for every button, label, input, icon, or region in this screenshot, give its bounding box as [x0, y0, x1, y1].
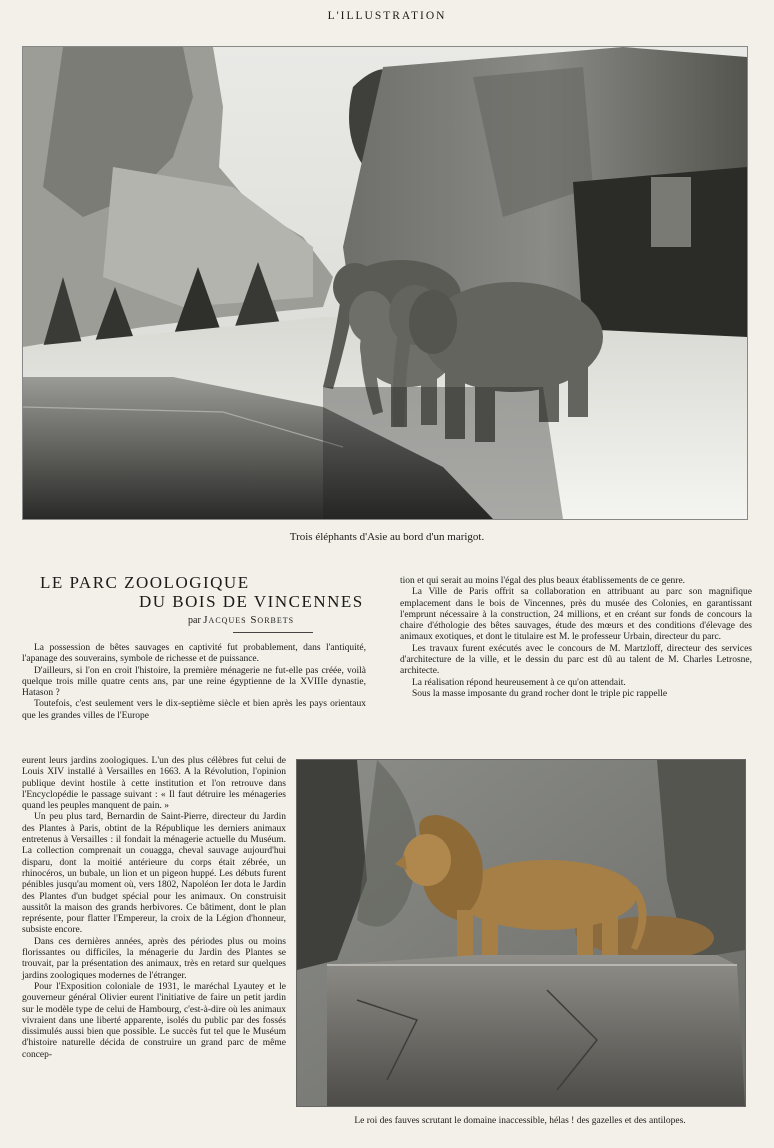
elephants-photo: [22, 46, 748, 520]
paragraph: eurent leurs jardins zoologiques. L'un des plus célèbres fut celui de Louis XIV installé à Versailles en 1663. A la Révolution, l'opinion publique devint hostile à cette institution et l'on retrouve dans l'Encyclopédie le passage suivant : « Il faut détruire les ménageries quand les peuples manquent de pain. »: [22, 756, 286, 812]
paragraph: Toutefois, c'est seulement vers le dix-septième siècle et bien après les pays orientaux que les grandes villes de l'Europe: [22, 699, 366, 721]
paragraph: Les travaux furent exécutés avec le concours de M. Martzloff, directeur des services d'architecture de la ville, et le dessin du parc est dû au talent de M. Charles Letrosne, architecte.: [400, 643, 752, 677]
lion-caption: Le roi des fauves scrutant le domaine inaccessible, hélas ! des gazelles et des antilopes.: [354, 1116, 686, 1126]
byline: [188, 614, 294, 626]
paragraph: Dans ces dernières années, après des périodes plus ou moins florissantes ou difficiles, la ménagerie du Jardin des Plantes se trouvait, par la présentation des animaux, très en retard sur quelques jardins zoologiques modernes de l'étranger.: [22, 936, 286, 981]
lion-illustration: [297, 760, 745, 1106]
paragraph: Sous la masse imposante du grand rocher dont le triple pic rappelle: [412, 688, 668, 699]
paragraph: La réalisation répond heureusement à ce qu'on attendait.: [412, 677, 626, 688]
title-rule: [233, 632, 313, 633]
paragraph: tion et qui serait au moins l'égal des plus beaux établissements de ce genre.: [400, 576, 686, 586]
running-header: L'ILLUSTRATION: [327, 10, 447, 22]
paragraph: La Ville de Paris offrit sa collaboration en attribuant au parc son magnifique emplacement dans le bois de Vincennes, près du musée des Colonies, en garantissant l'emprunt nécessaire à la construction, 24 millions, et en créant sur fonds de concours la chaire d'éthologie des bêtes sauvages, étude des mœurs et des conditions d'élevage des animaux exotiques, et dont le titulaire est M. le professeur Urbain, directeur du parc.: [400, 587, 752, 643]
lion-photo: [296, 759, 746, 1107]
right-column: [400, 576, 752, 700]
left-column-narrow: [22, 756, 286, 1061]
article-title-line2: DU BOIS DE VINCENNES: [139, 592, 364, 611]
left-column-top: [22, 643, 366, 722]
elephants-caption: Trois éléphants d'Asie au bord d'un marigot.: [289, 531, 485, 543]
paragraph: D'ailleurs, si l'on en croit l'histoire, la première ménagerie ne fut-elle pas créée, voilà quelque trois mille quatre cents ans, par une reine égyptienne de la XVIIIe dynastie, Hatason ?: [22, 665, 366, 699]
paragraph: La possession de bêtes sauvages en captivité fut probablement, dans l'antiquité, l'apanage des souverains, symbole de richesse et de puissance.: [22, 643, 366, 665]
article-title-line1: LE PARC ZOOLOGIQUE: [40, 573, 250, 592]
byline-prefix: par: [188, 615, 201, 626]
elephants-illustration: [23, 47, 747, 519]
paragraph: Un peu plus tard, Bernardin de Saint-Pierre, directeur du Jardin des Plantes à Paris, obtint de la République les derniers animaux entretenus à Versailles : il fondait la ménagerie actuelle du Muséum. La collection comprenait un couagga, cheval sauvage aujourd'hui disparu, dont la moitié antérieure du corps était zébrée, un rhinocéros, un bubale, un lion et un pigeon huppé. Les débuts furent pénibles jusqu'au moment où, vers 1802, Napoléon Ier dota le Jardin des Plantes d'un budget spécial pour les animaux. On construisit aussitôt la maison des grands herbivores. Ce bâtiment, dont le plan représente, pour flatter l'Empereur, la croix de la Légion d'honneur, subsiste encore.: [22, 812, 286, 936]
author-name: Jacques Sorbets: [203, 614, 295, 626]
paragraph: Pour l'Exposition coloniale de 1931, le maréchal Lyautey et le gouverneur général Olivier eurent l'initiative de faire un petit jardin sur le modèle type de celui de Hambourg, c'est-à-dire où les animaux vivraient dans une liberté apparente, isolés du public par des fossés dissimulés aussi bien que possible. Le succès fut tel que le Muséum d'histoire naturelle décida de construire un grand parc de même concep-: [22, 981, 286, 1060]
